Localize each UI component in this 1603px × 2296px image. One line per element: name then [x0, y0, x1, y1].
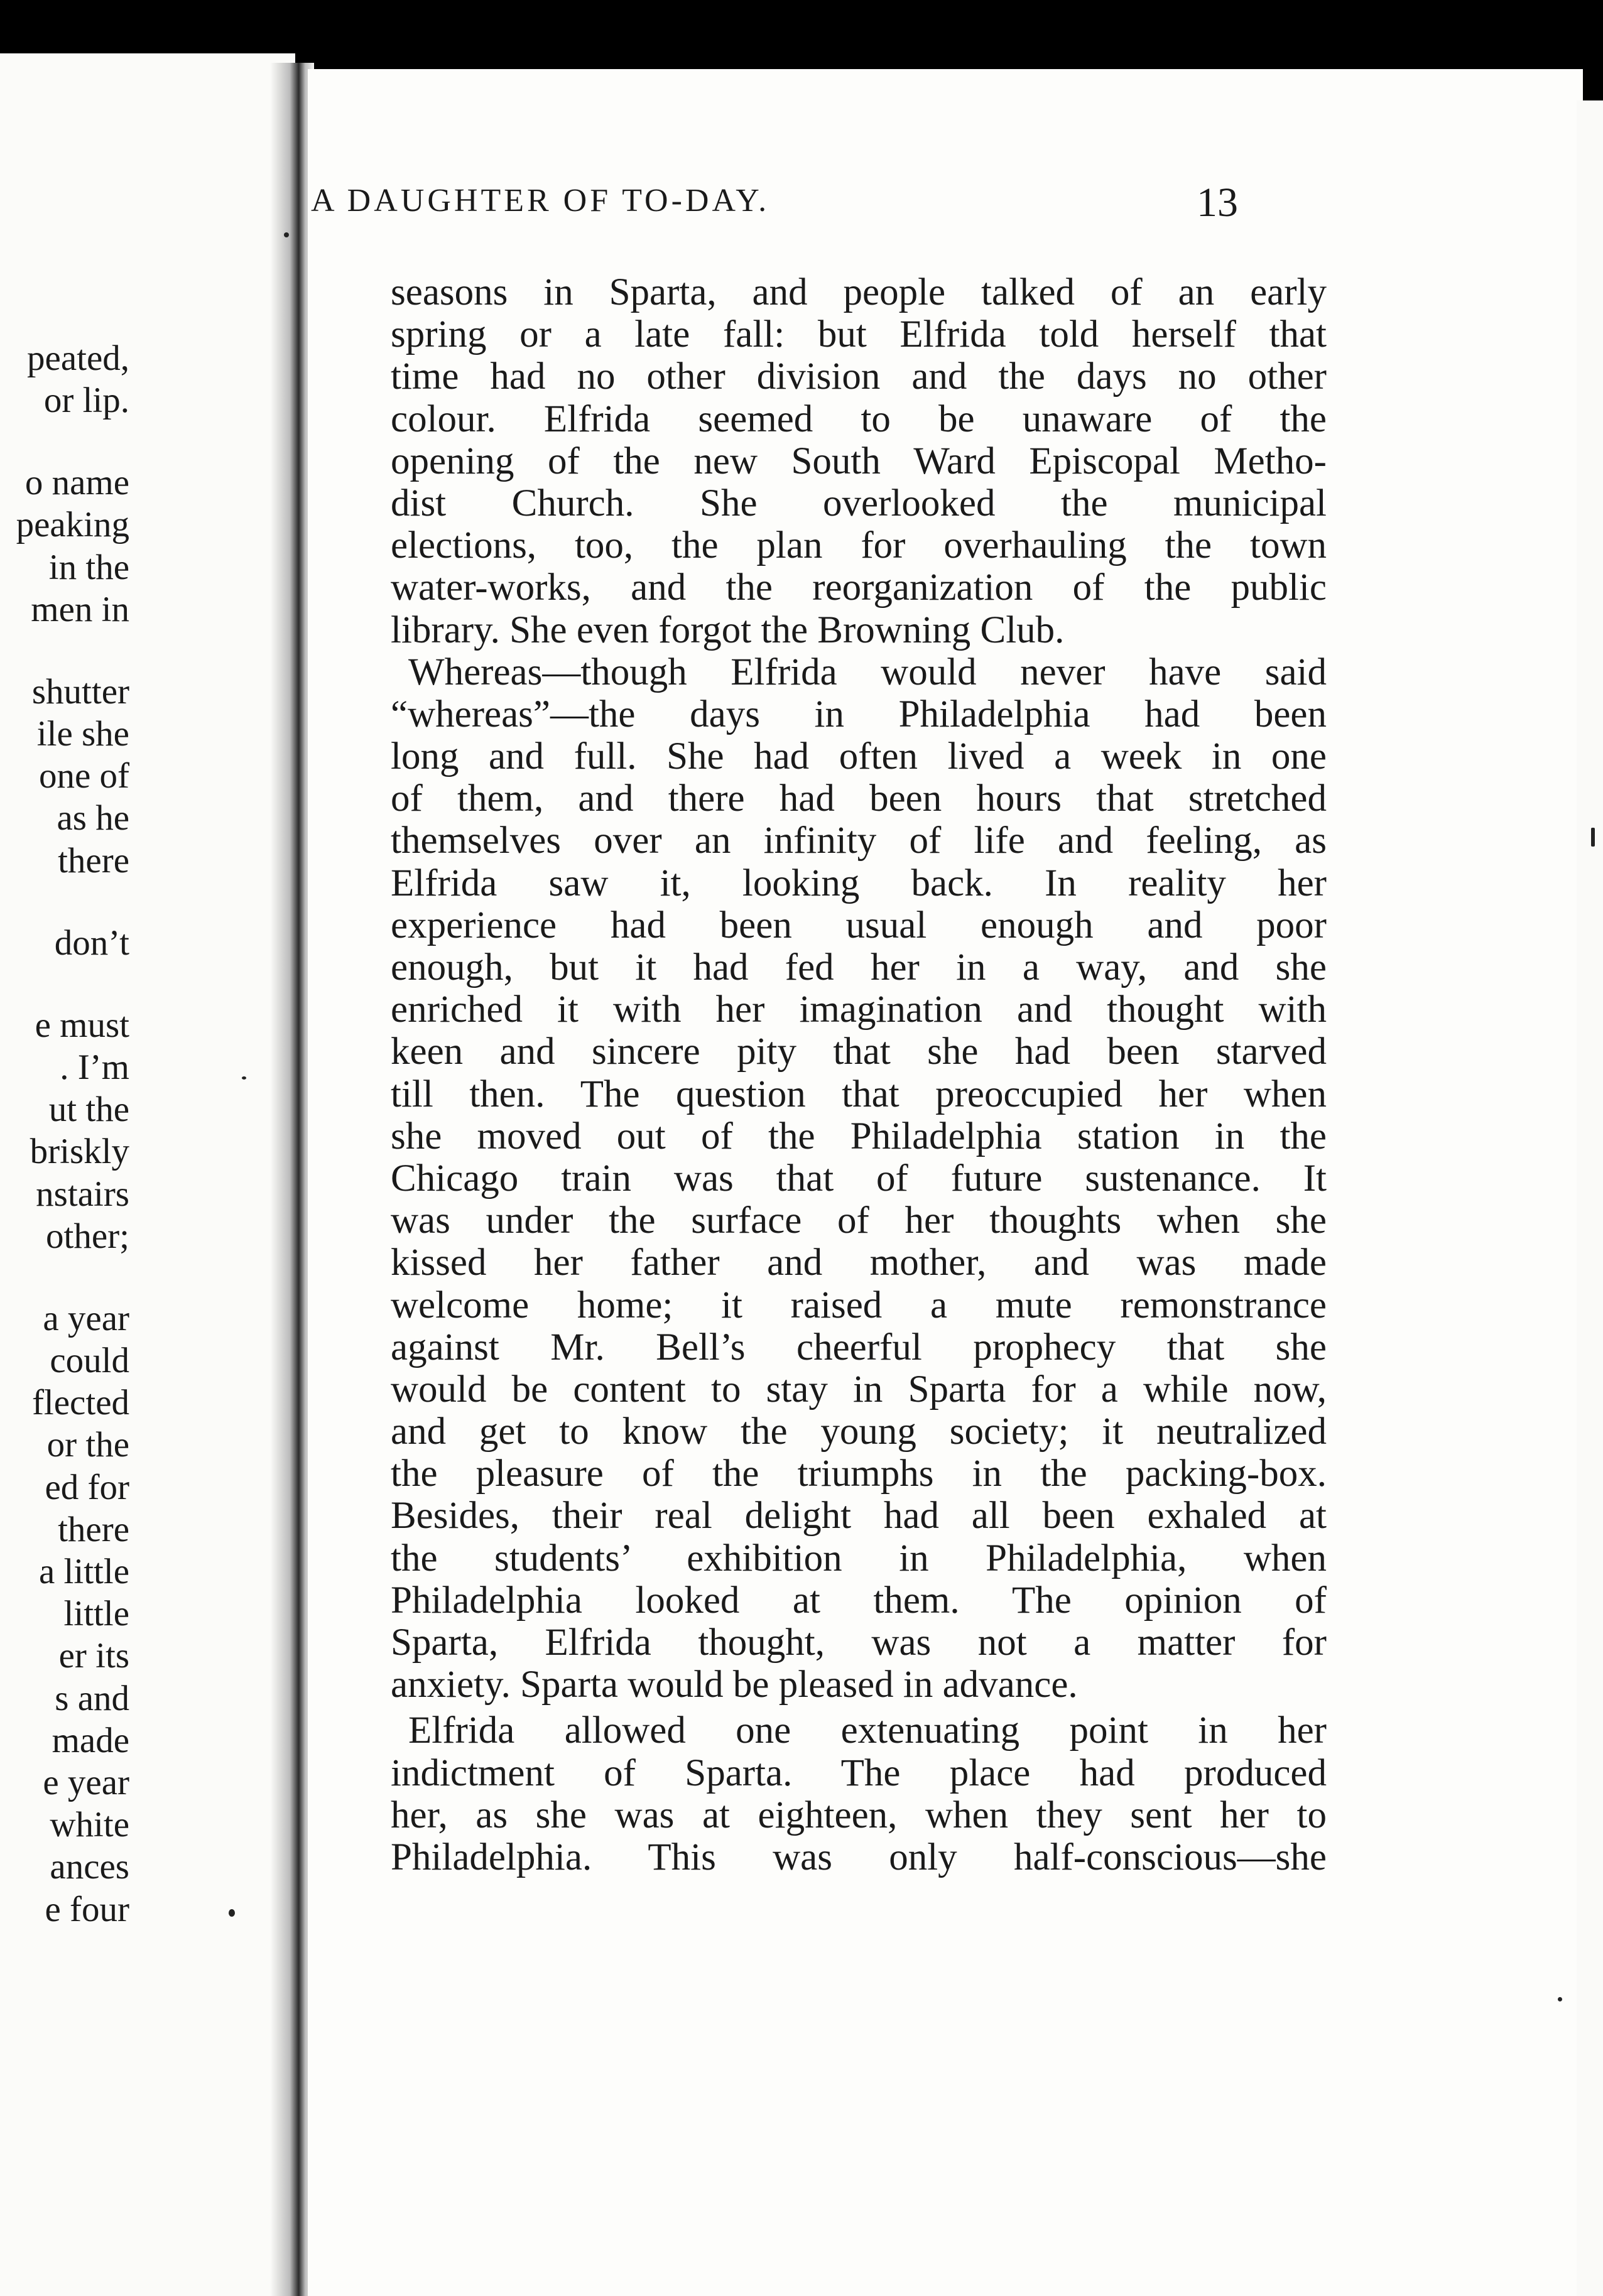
left-line-fragment: peaking	[16, 505, 129, 545]
text-line: opening of the new South Ward Episcopal Metho-	[391, 440, 1327, 482]
text-line: Philadelphia looked at them. The opinion of	[391, 1579, 1327, 1622]
text-line: Besides, their real delight had all been exhaled at	[391, 1495, 1327, 1537]
left-line-fragment: men in	[31, 589, 129, 629]
text-line: Chicago train was that of future sustenance. It	[391, 1157, 1327, 1199]
text-line: elections, too, the plan for overhauling the town	[391, 524, 1327, 567]
speck	[284, 232, 289, 237]
left-line-fragment: briskly	[30, 1132, 129, 1172]
left-line-fragment: a little	[38, 1552, 129, 1591]
text-line: indictment of Sparta. The place had produced	[391, 1752, 1327, 1794]
speck	[1558, 1997, 1562, 2001]
left-line-fragment: little	[63, 1594, 129, 1634]
text-line: kissed her father and mother, and was made	[391, 1242, 1327, 1284]
left-line-fragment: ed for	[45, 1467, 129, 1507]
left-line-fragment: there	[58, 840, 129, 880]
text-line: Whereas—though Elfrida would never have said	[408, 651, 1327, 693]
left-line-fragment: . I’m	[60, 1047, 129, 1087]
body-text	[391, 271, 1327, 1878]
speck	[1591, 828, 1595, 847]
speck	[242, 1076, 246, 1080]
text-line: was under the surface of her thoughts when she	[391, 1199, 1327, 1242]
text-line: time had no other division and the days no other	[391, 355, 1327, 398]
text-line: anxiety. Sparta would be pleased in advance.	[391, 1664, 1078, 1706]
text-line: long and full. She had often lived a week in one	[391, 735, 1327, 778]
text-line: against Mr. Bell’s cheerful prophecy that she	[391, 1326, 1327, 1368]
text-line: the pleasure of the triumphs in the packing-box.	[391, 1453, 1327, 1495]
text-line: Sparta, Elfrida thought, was not a matter for	[391, 1622, 1327, 1664]
text-line: enriched it with her imagination and thought with	[391, 988, 1327, 1031]
text-line: keen and sincere pity that she had been starved	[391, 1031, 1327, 1073]
page-number: 13	[1197, 180, 1238, 225]
text-line: Elfrida saw it, looking back. In reality her	[391, 862, 1327, 904]
left-line-fragment: e four	[45, 1889, 129, 1929]
page-edge	[1577, 100, 1603, 2296]
left-line-fragment: other;	[46, 1216, 129, 1256]
text-line: “whereas”—the days in Philadelphia had been	[391, 693, 1327, 735]
left-line-fragment: ile she	[36, 714, 129, 754]
text-line: and get to know the young society; it neutralized	[391, 1411, 1327, 1453]
text-line: she moved out of the Philadelphia station in the	[391, 1115, 1327, 1157]
left-line-fragment: made	[52, 1720, 129, 1760]
text-line: welcome home; it raised a mute remonstrance	[391, 1284, 1327, 1326]
text-line: Philadelphia. This was only half-conscious—she	[391, 1836, 1327, 1878]
left-line-fragment: o name	[24, 463, 129, 503]
left-line-fragment: as he	[57, 798, 129, 838]
text-line: the students’ exhibition in Philadelphia, when	[391, 1537, 1327, 1579]
left-line-fragment: shutter	[31, 671, 129, 712]
text-line: water-works, and the reorganization of the public	[391, 566, 1327, 609]
text-line: Elfrida allowed one extenuating point in her	[408, 1709, 1327, 1752]
text-line: would be content to stay in Sparta for a while now,	[391, 1368, 1327, 1411]
text-line: spring or a late fall: but Elfrida told herself that	[391, 313, 1327, 356]
left-line-fragment: could	[50, 1341, 129, 1380]
text-line: library. She even forgot the Browning Club.	[391, 609, 1065, 651]
left-line-fragment: or lip.	[43, 381, 129, 421]
left-line-fragment: flected	[31, 1383, 129, 1423]
left-line-fragment: e must	[35, 1005, 129, 1045]
text-line: till then. The question that preoccupied her when	[391, 1073, 1327, 1115]
left-line-fragment: a year	[43, 1298, 129, 1338]
left-line-fragment: in the	[48, 547, 129, 587]
text-line: of them, and there had been hours that stretched	[391, 777, 1327, 820]
left-line-fragment: ances	[50, 1847, 129, 1887]
left-page	[0, 53, 295, 2296]
left-line-fragment: there	[58, 1509, 129, 1549]
left-line-fragment: white	[50, 1805, 129, 1845]
text-line: experience had been usual enough and poor	[391, 904, 1327, 946]
left-line-fragment: don’t	[54, 923, 129, 963]
left-line-fragment: or the	[46, 1425, 129, 1465]
left-line-fragment: er its	[58, 1636, 129, 1676]
left-line-fragment: nstairs	[36, 1174, 129, 1214]
text-line: her, as she was at eighteen, when they sent her to	[391, 1794, 1327, 1836]
left-line-fragment: s and	[55, 1678, 129, 1718]
text-line: enough, but it had fed her in a way, and she	[391, 946, 1327, 988]
left-page-text	[0, 53, 129, 2296]
running-head: A DAUGHTER OF TO-DAY.	[311, 183, 770, 219]
left-line-fragment: ut the	[48, 1090, 129, 1130]
speck	[229, 1909, 235, 1917]
left-line-fragment: peated,	[27, 338, 129, 378]
text-line: themselves over an infinity of life and feeling, as	[391, 820, 1327, 862]
left-line-fragment: one of	[38, 756, 129, 796]
text-line: dist Church. She overlooked the municipal	[391, 482, 1327, 524]
left-line-fragment: e year	[43, 1763, 129, 1802]
text-line: seasons in Sparta, and people talked of an early	[391, 271, 1327, 313]
text-line: colour. Elfrida seemed to be unaware of the	[391, 398, 1327, 440]
